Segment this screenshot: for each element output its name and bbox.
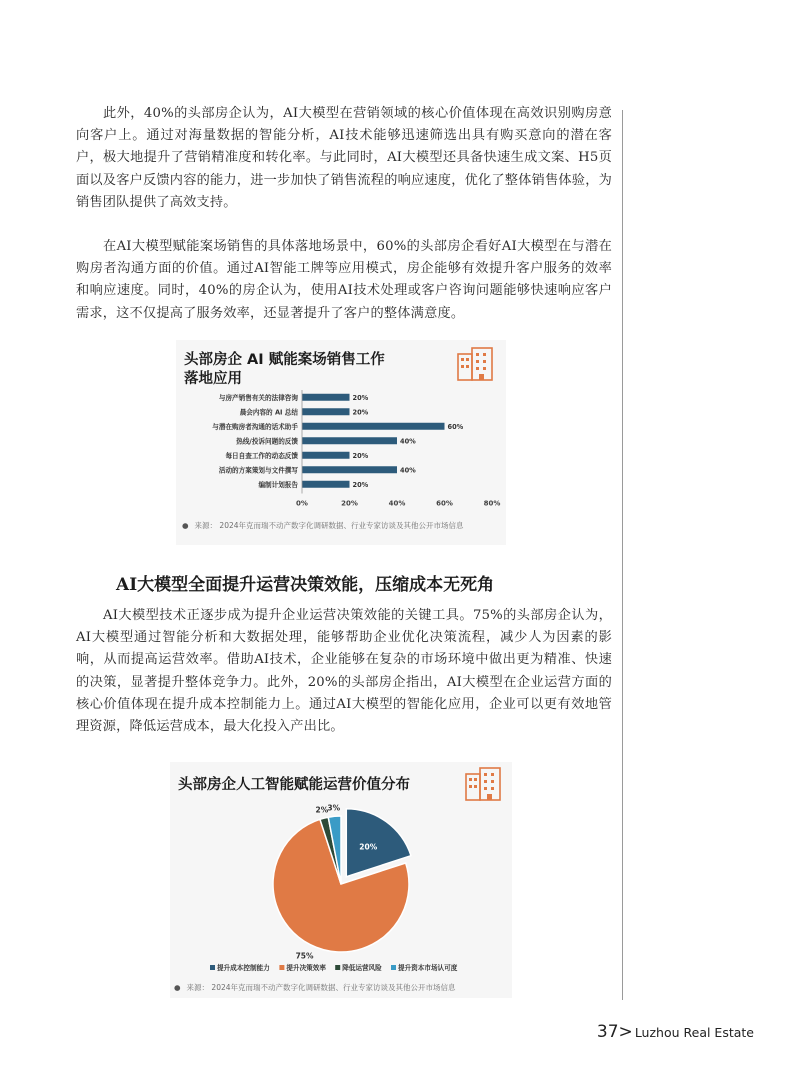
bar-value-label: 40% xyxy=(400,466,416,475)
chart1-source-text: 来源： 2024年克而瑞不动产数字化调研数据、行业专家访谈及其他公开市场信息 xyxy=(194,521,464,530)
bar xyxy=(302,423,445,430)
paragraph-sales: 在AI大模型赋能案场销售的具体落地场景中，60%的头部房企看好AI大模型在与潜在购房者沟通方面的价值。通过AI智能工牌等应用模式，房企能够有效提升客户服务的效率和响应速度。同时，40%的房企认为，使用AI技术处理或客户咨询问题能够快速响应客户需求，这不仅提高了服务效率，还显著提升了客户的整体满意度。 xyxy=(76,239,612,321)
building-icon xyxy=(456,346,496,382)
bar-value-label: 20% xyxy=(352,451,369,460)
x-tick-label: 40% xyxy=(388,499,406,508)
bar-chart-plot xyxy=(176,384,506,514)
chart1-title-line2: 落地应用 xyxy=(184,371,242,387)
legend-swatch xyxy=(335,965,340,970)
legend-label: 提升资本市场认可度 xyxy=(398,964,458,972)
bar-value-label: 40% xyxy=(400,437,416,446)
building-icon xyxy=(464,766,504,802)
bar-value-label: 20% xyxy=(352,480,369,489)
paragraph-operations: AI大模型技术正逐步成为提升企业运营决策效能的关键工具。75%的头部房企认为，AI大模型通过智能分析和大数据处理，能够帮助企业优化决策流程，减少人为因素的影响，从而提高运营效率。借助AI技术，企业能够在复杂的市场环境中做出更为精准、快速的决策，显著提升整体竞争力。此外，20%的头部房企指出，AI大模型在企业运营方面的核心价值体现在提升成本控制能力上。通过AI大模型的智能化应用，企业可以更有效地管理资源，降低运营成本，最大化投入产出比。 xyxy=(76,608,612,735)
category-label: 热线/投诉问题的反馈 xyxy=(236,437,298,446)
slice-value-label: 20% xyxy=(359,842,378,852)
bar-value-label: 20% xyxy=(352,408,369,417)
x-tick-label: 0% xyxy=(296,499,308,508)
source-bullet: ● xyxy=(174,983,181,992)
sales-ai-chart xyxy=(176,340,506,545)
slice-value-label: 75% xyxy=(295,951,314,961)
slice-value-label: 3% xyxy=(327,803,341,813)
bar xyxy=(302,408,350,415)
page-number: 37> xyxy=(596,1022,633,1042)
legend-swatch xyxy=(279,965,284,970)
chart2-title: 头部房企人工智能赋能运营价值分布 xyxy=(178,777,410,793)
x-tick-label: 60% xyxy=(436,499,453,508)
column-divider xyxy=(622,110,623,1000)
chart2-source-text: 来源： 2024年克而瑞不动产数字化调研数据、行业专家访谈及其他公开市场信息 xyxy=(186,983,456,992)
x-tick-label: 80% xyxy=(483,499,501,508)
bar xyxy=(302,452,350,459)
page-footer xyxy=(597,1022,754,1042)
magazine-name: Luzhou Real Estate xyxy=(634,1025,754,1040)
category-label: 与房产销售有关的法律咨询 xyxy=(218,393,298,402)
category-label: 与潜在购房者沟通的话术助手 xyxy=(212,422,298,431)
bar xyxy=(302,394,350,401)
slice-value-label: 2% xyxy=(315,805,329,815)
chart2-source xyxy=(174,982,456,993)
category-label: 晨会内容的 AI 总结 xyxy=(239,408,298,417)
section-heading: AI大模型全面提升运营决策效能，压缩成本无死角 xyxy=(116,575,495,595)
source-bullet: ● xyxy=(182,521,189,530)
chart1-title-line1: 头部房企 AI 赋能案场销售工作 xyxy=(184,352,385,368)
category-label: 活动的方案策划与文件撰写 xyxy=(218,466,298,475)
paragraph-marketing: 此外，40%的头部房企认为，AI大模型在营销领域的核心价值体现在高效识别购房意向客户上。通过对海量数据的智能分析，AI技术能够迅速筛选出具有购买意向的潜在客户，极大地提升了营销精准度和转化率。与此同时，AI大模型还具备快速生成文案、H5页面以及客户反馈内容的能力，进一步加快了销售流程的响应速度，优化了整体销售体验，为销售团队提供了高效支持。 xyxy=(76,106,612,210)
category-label: 每日自查工作的动态反馈 xyxy=(225,451,298,460)
legend-swatch xyxy=(391,965,396,970)
pie-chart-plot xyxy=(170,802,512,977)
x-tick-label: 20% xyxy=(341,499,358,508)
bar xyxy=(302,437,397,444)
bar xyxy=(302,481,350,488)
bar xyxy=(302,466,397,473)
operations-value-chart xyxy=(170,762,512,998)
category-label: 编制计划报告 xyxy=(258,480,298,489)
chart1-source xyxy=(182,520,464,531)
bar-value-label: 60% xyxy=(447,422,464,431)
legend-label: 提升成本控制能力 xyxy=(217,964,270,972)
legend-swatch xyxy=(210,965,215,970)
bar-value-label: 20% xyxy=(352,393,369,402)
legend-label: 提升决策效率 xyxy=(286,964,326,972)
legend-label: 降低运营风险 xyxy=(342,964,382,972)
